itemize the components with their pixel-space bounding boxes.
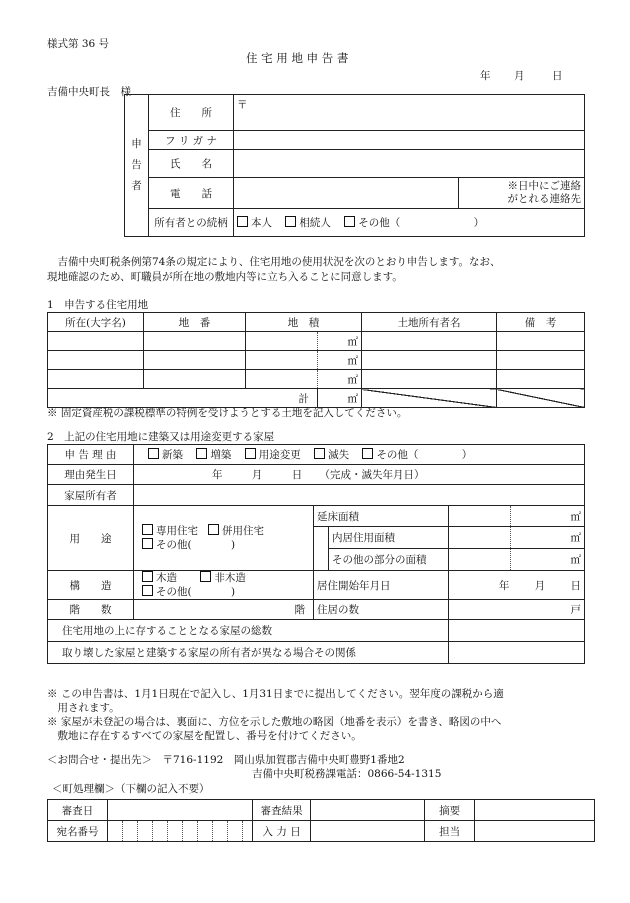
other-area-unit: ㎡: [511, 549, 585, 571]
land-table: [47, 312, 585, 408]
land-row: [48, 351, 585, 370]
use-mixed-label: 併用住宅: [222, 525, 265, 537]
address-number-digit: [213, 821, 228, 842]
house-owner-label: 家屋所有者: [48, 485, 134, 506]
contact-office: 吉備中央町税務課電話：0866-54-1315: [252, 768, 442, 780]
address-number-digit: [168, 821, 183, 842]
occur-date-field[interactable]: [134, 465, 585, 485]
area-cell[interactable]: [246, 351, 318, 370]
col-land-owner: 土地所有者名: [362, 313, 497, 332]
owner-relation-label: 取り壊した家屋と建築する家屋の所有者が異なる場合その関係: [48, 642, 449, 664]
use-options: [134, 506, 314, 571]
input-date-label: 入 力 日: [253, 821, 311, 842]
daytime-note-line-1: ※日中にご連絡: [507, 180, 581, 192]
use-other-label: その他(: [156, 539, 192, 551]
owner-cell[interactable]: [362, 332, 497, 351]
relation-close-paren: ）: [473, 217, 485, 229]
staff-field: [475, 821, 595, 842]
floor-area-field[interactable]: [449, 506, 511, 527]
review-result-field: [311, 800, 425, 821]
struct-wood-label: 木造: [156, 572, 177, 584]
use-other-checkbox[interactable]: [142, 538, 153, 549]
relation-other-checkbox[interactable]: [344, 216, 355, 227]
note-1-line-2: 用されます。: [47, 702, 120, 714]
struct-other-checkbox[interactable]: [142, 585, 153, 596]
floor-area-unit: ㎡: [511, 506, 585, 527]
furigana-label: フ リ ガ ナ: [149, 131, 234, 150]
postal-mark: 〒: [237, 99, 248, 111]
house-owner-field[interactable]: [134, 485, 585, 506]
remarks-cell[interactable]: [497, 351, 585, 370]
area-cell[interactable]: [246, 370, 318, 389]
location-cell[interactable]: [48, 351, 144, 370]
daytime-contact-note: [459, 178, 585, 209]
total-owner-blank: [362, 389, 497, 408]
struct-nonwood-label: 非木造: [214, 572, 246, 584]
phone-label: 電 話: [149, 178, 234, 209]
relation-options: [234, 209, 585, 237]
name-label: 氏 名: [149, 150, 234, 178]
owner-cell[interactable]: [362, 351, 497, 370]
reason-loss-label: 滅失: [328, 449, 350, 461]
land-row: [48, 370, 585, 389]
form-number: 様式第 36 号: [47, 38, 110, 50]
total-remarks-blank: [497, 389, 585, 408]
lot-cell[interactable]: [144, 332, 246, 351]
floors-field[interactable]: [134, 600, 314, 620]
side-char-1: 申: [131, 138, 142, 150]
area-unit: ㎡: [318, 370, 362, 389]
remarks-cell[interactable]: [497, 332, 585, 351]
relation-heir-checkbox[interactable]: [285, 216, 296, 227]
col-area: 地 積: [246, 313, 362, 332]
address-number-digit: [228, 821, 243, 842]
struct-nonwood-checkbox[interactable]: [200, 571, 211, 582]
occur-month: 月: [251, 469, 263, 481]
occur-note: （完成・滅失年月日）: [319, 469, 425, 481]
address-label: 住 所: [149, 95, 234, 131]
address-number-digit: [123, 821, 138, 842]
input-date-field: [311, 821, 425, 842]
reason-new-checkbox[interactable]: [148, 448, 159, 459]
date-month: 月: [514, 70, 525, 82]
area-unit: ㎡: [318, 351, 362, 370]
address-number-digit: [153, 821, 168, 842]
office-use-heading: ＜町処理欄＞（下欄の記入不要）: [52, 783, 210, 795]
note-1-line-1: ※ この申告書は、1月1日現在で記入し、1月31日までに提出してください。翌年度の課税から適: [47, 688, 504, 700]
use-label: 用 途: [48, 506, 134, 571]
relation-self-checkbox[interactable]: [237, 216, 248, 227]
reason-extension-label: 増築: [210, 449, 232, 461]
structure-label: 構 造: [48, 571, 134, 600]
address-number-digit: [183, 821, 198, 842]
summary-label: 摘要: [425, 800, 475, 821]
use-mixed-checkbox[interactable]: [208, 524, 219, 535]
total-houses-field[interactable]: [449, 620, 585, 642]
side-char-2: 告: [131, 159, 142, 171]
applicant-table: [124, 94, 585, 237]
floor-area-label: 延床面積: [314, 506, 449, 527]
lot-cell[interactable]: [144, 351, 246, 370]
side-char-3: 者: [131, 180, 142, 192]
location-cell[interactable]: [48, 332, 144, 351]
use-dedicated-label: 専用住宅: [156, 525, 198, 537]
use-dedicated-checkbox[interactable]: [142, 524, 153, 535]
remarks-cell[interactable]: [497, 370, 585, 389]
relation-heir-label: 相続人: [299, 217, 331, 229]
section2-heading: 2 上記の住宅用地に建築又は用途変更する家屋: [47, 431, 275, 443]
address-number-digit: [198, 821, 213, 842]
section1-heading: 1 申告する住宅用地: [47, 299, 149, 311]
address-field[interactable]: [234, 95, 585, 131]
daytime-note-line-2: がとれる連絡先: [507, 193, 581, 205]
occur-year: 年: [212, 469, 223, 481]
applicant-side-label: [125, 95, 149, 237]
page-title: 住 宅 用 地 申 告 書: [246, 51, 349, 65]
col-remarks: 備 考: [497, 313, 585, 332]
area-unit: ㎡: [318, 332, 362, 351]
total-label: 計: [48, 389, 318, 408]
struct-wood-checkbox[interactable]: [142, 571, 153, 582]
reason-usage-change-checkbox[interactable]: [245, 448, 256, 459]
address-number-digit: [138, 821, 153, 842]
move-day: 日: [570, 579, 582, 592]
section1-note: ※ 固定資産税の課税標準の特例を受けようとする土地を記入してください。: [47, 407, 408, 419]
reason-loss-checkbox[interactable]: [314, 448, 325, 459]
units-label: 住居の数: [314, 600, 449, 620]
location-cell[interactable]: [48, 370, 144, 389]
review-date-field: [108, 800, 253, 821]
relation-self-label: 本人: [251, 217, 272, 229]
address-number-label: 宛名番号: [48, 821, 108, 842]
structure-options: [134, 571, 314, 600]
residential-area-unit: ㎡: [511, 527, 585, 549]
move-year: 年: [498, 579, 510, 592]
reason-close-paren: ）: [461, 449, 473, 461]
reason-extension-checkbox[interactable]: [196, 448, 207, 459]
owner-relation-field[interactable]: [449, 642, 585, 664]
area-cell[interactable]: [246, 332, 318, 351]
declaration-line-2: 現地確認のため、町職員が所在地の敷地内等に立ち入ることに同意します。: [47, 271, 403, 283]
other-area-label: その他の部分の面積: [329, 549, 449, 571]
relation-other-label: その他（: [358, 217, 401, 229]
lot-cell[interactable]: [144, 370, 246, 389]
name-field[interactable]: [234, 150, 585, 178]
land-row: [48, 332, 585, 351]
reason-new-label: 新築: [162, 449, 183, 461]
units-unit: 戸: [570, 604, 582, 616]
addressee: 吉備中央町長 様: [47, 86, 131, 98]
reason-other-label: その他（: [376, 449, 419, 461]
land-total-row: [48, 389, 585, 408]
date-year: 年: [480, 70, 491, 82]
reason-label: 申 告 理 由: [48, 445, 134, 465]
floors-unit: 階: [294, 604, 305, 616]
review-date-label: 審査日: [48, 800, 108, 821]
use-close-paren: ): [230, 539, 236, 551]
address-number-digit: [243, 821, 253, 842]
reason-options: [134, 445, 585, 465]
address-number-digit: [108, 821, 123, 842]
relation-label: 所有者との続柄: [149, 209, 234, 237]
occur-date-label: 理由発生日: [48, 465, 134, 485]
move-in-label: 居住開始年月日: [314, 571, 449, 600]
col-location: 所在(大字名): [48, 313, 144, 332]
move-month: 月: [534, 579, 546, 592]
other-area-field[interactable]: [449, 549, 511, 571]
date-day: 日: [552, 70, 563, 82]
residential-area-label: 内居住用面積: [329, 527, 449, 549]
owner-cell[interactable]: [362, 370, 497, 389]
move-in-field[interactable]: [449, 571, 585, 600]
units-field[interactable]: [449, 600, 585, 620]
furigana-field[interactable]: [234, 131, 585, 150]
note-2-line-1: ※ 家屋が未登記の場合は、裏面に、方位を示した敷地の略図（地番を表示）を書き、略図の中へ: [47, 716, 502, 728]
struct-other-label: その他(: [156, 586, 192, 598]
phone-field[interactable]: [234, 178, 459, 209]
summary-field: [475, 800, 595, 821]
reason-other-checkbox[interactable]: [362, 448, 373, 459]
declaration-line-1: 吉備中央町税条例第74条の規定により、住宅用地の使用状況を次のとおり申告します。なお、: [47, 256, 501, 268]
col-lot-number: 地 番: [144, 313, 246, 332]
office-use-table: [47, 799, 595, 842]
house-table: [47, 444, 585, 664]
total-area-unit: ㎡: [318, 389, 362, 408]
floors-label: 階 数: [48, 600, 134, 620]
contact-address: ＜お問合せ・提出先＞ 〒716-1192 岡山県加賀郡吉備中央町豊野1番地2: [47, 754, 405, 766]
residential-area-field[interactable]: [449, 527, 511, 549]
review-result-label: 審査結果: [253, 800, 311, 821]
struct-close-paren: ): [230, 586, 236, 598]
occur-day: 日: [291, 469, 303, 481]
reason-usage-change-label: 用途変更: [258, 449, 301, 461]
note-2-line-2: 敷地に存在するすべての家屋を配置し、番号を付けてください。: [47, 730, 362, 742]
staff-label: 担当: [425, 821, 475, 842]
total-houses-label: 住宅用地の上に存することとなる家屋の総数: [48, 620, 449, 642]
